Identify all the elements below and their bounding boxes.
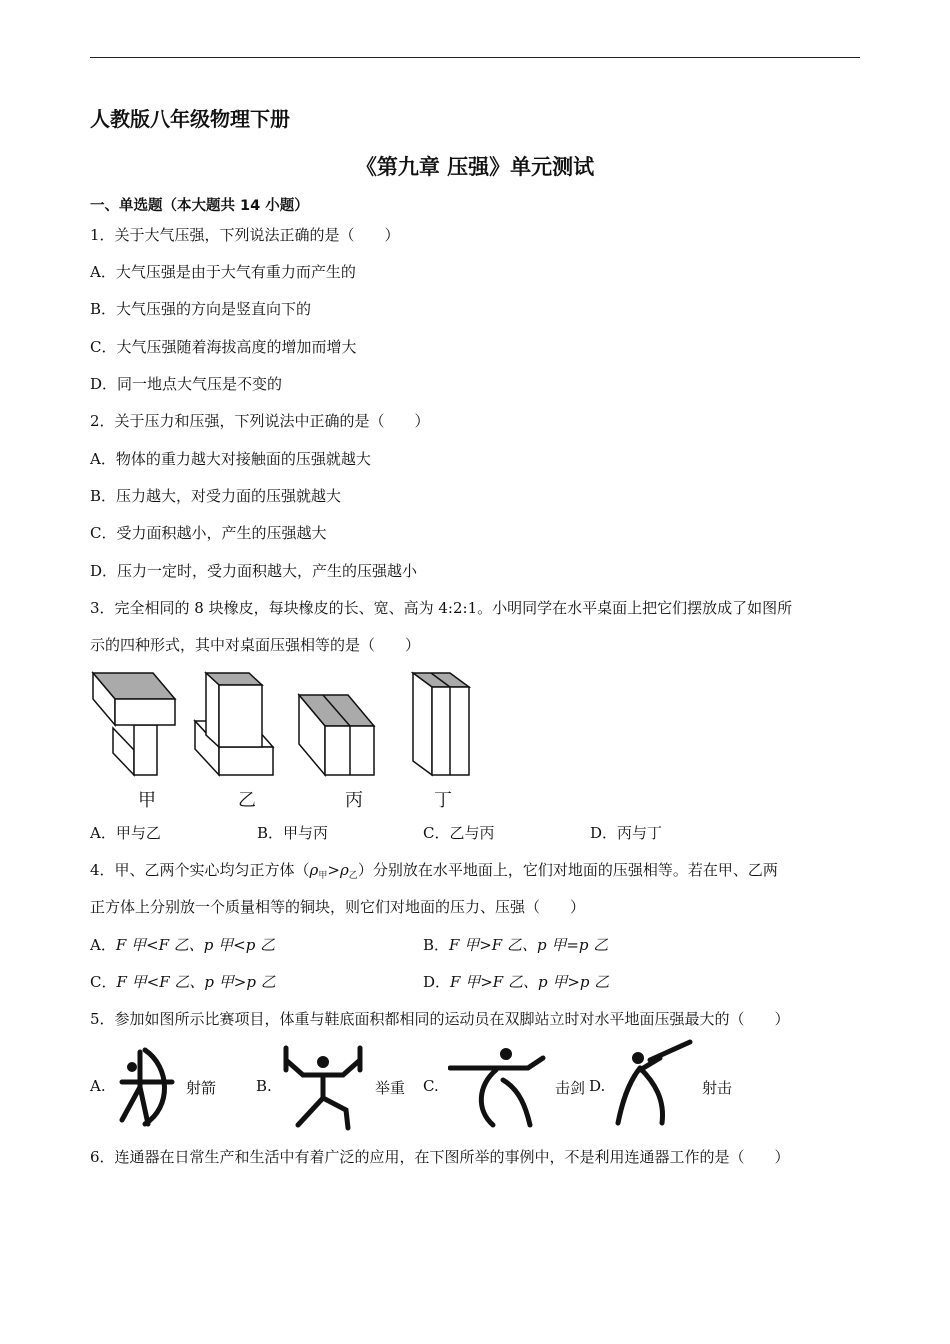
q5-option-c-text: 击剑: [555, 1079, 586, 1097]
q2-option-a: A．物体的重力越大对接触面的压强就越大: [90, 450, 371, 468]
figure-jia: [93, 673, 175, 775]
archery-pictogram: [110, 1042, 185, 1132]
q5-option-b-text: 举重: [375, 1079, 406, 1097]
q1-option-d: D．同一地点大气压是不变的: [90, 375, 283, 393]
q4-stem-line1: 4．甲、乙两个实心均匀正方体$(\rho_甲>\rho_乙)$分别放在水平地面上，它们对地面的压强相等。若在甲、乙两: [90, 861, 778, 881]
q5-option-c-label: C.: [423, 1077, 439, 1095]
q2-option-d: D．压力一定时，受力面积越大，产生的压强越小: [90, 562, 418, 580]
figure-label-bing: 丙: [345, 790, 363, 811]
fencing-pictogram: [448, 1040, 553, 1130]
q4-option-b: B．F 甲>F 乙、p 甲=p 乙: [423, 936, 609, 954]
q6-stem: 6．连通器在日常生产和生活中有着广泛的应用，在下图所举的事例中，不是利用连通器工作的是（ ）: [90, 1148, 790, 1166]
figure-bing: [299, 695, 374, 775]
section-heading: 一、单选题（本大题共 14 小题）: [90, 198, 309, 214]
weightlifting-pictogram: [278, 1040, 370, 1132]
figure-ding: [413, 673, 469, 775]
q2-stem: 2．关于压力和压强，下列说法中正确的是（ ）: [90, 412, 430, 430]
q5-option-d-label: D.: [589, 1077, 606, 1095]
figure-label-ding: 丁: [434, 790, 452, 811]
q3-stem-line2: 示的四种形式，其中对桌面压强相等的是（ ）: [90, 636, 421, 654]
q5-stem: 5．参加如图所示比赛项目，体重与鞋底面积都相同的运动员在双脚站立时对水平地面压强最大的（ ）: [90, 1010, 790, 1028]
figure-label-yi: 乙: [238, 790, 256, 811]
q5-option-d-text: 射击: [702, 1079, 733, 1097]
q2-option-b: B．压力越大，对受力面的压强就越大: [90, 487, 342, 505]
q5-option-a-text: 射箭: [186, 1079, 217, 1097]
shooting-pictogram: [610, 1038, 695, 1133]
q1-stem: 1．关于大气压强，下列说法正确的是（ ）: [90, 226, 400, 244]
publisher-heading: 人教版八年级物理下册: [90, 107, 290, 131]
figure-label-jia: 甲: [138, 790, 156, 811]
eraser-arrangement-figure: [88, 665, 488, 785]
q3-option-c: C．乙与丙: [423, 824, 495, 842]
q4-option-c: C．F 甲<F 乙、p 甲>p 乙: [90, 973, 276, 991]
header-rule: [90, 57, 860, 58]
q5-option-a-label: A.: [90, 1077, 106, 1095]
page-title: 《第九章 压强》单元测试: [355, 155, 595, 179]
q2-option-c: C．受力面积越小，产生的压强越大: [90, 524, 327, 542]
q1-option-c: C．大气压强随着海拔高度的增加而增大: [90, 338, 357, 356]
q3-option-d: D．丙与丁: [590, 824, 663, 842]
q1-option-b: B．大气压强的方向是竖直向下的: [90, 300, 312, 318]
q3-stem-line1: 3．完全相同的 8 块橡皮，每块橡皮的长、宽、高为 4:2:1。小明同学在水平桌面上把它们摆放成了如图所: [90, 599, 793, 617]
figure-yi: [195, 673, 273, 775]
q4-option-a: A．F 甲<F 乙、p 甲<p 乙: [90, 936, 276, 954]
q5-option-b-label: B.: [256, 1077, 272, 1095]
q4-option-d: D．F 甲>F 乙、p 甲>p 乙: [423, 973, 610, 991]
q1-option-a: A．大气压强是由于大气有重力而产生的: [90, 263, 356, 281]
q3-option-b: B．甲与丙: [257, 824, 329, 842]
q3-option-a: A．甲与乙: [90, 824, 161, 842]
q4-stem-line2: 正方体上分别放一个质量相等的铜块，则它们对地面的压力、压强（ ）: [90, 898, 586, 916]
